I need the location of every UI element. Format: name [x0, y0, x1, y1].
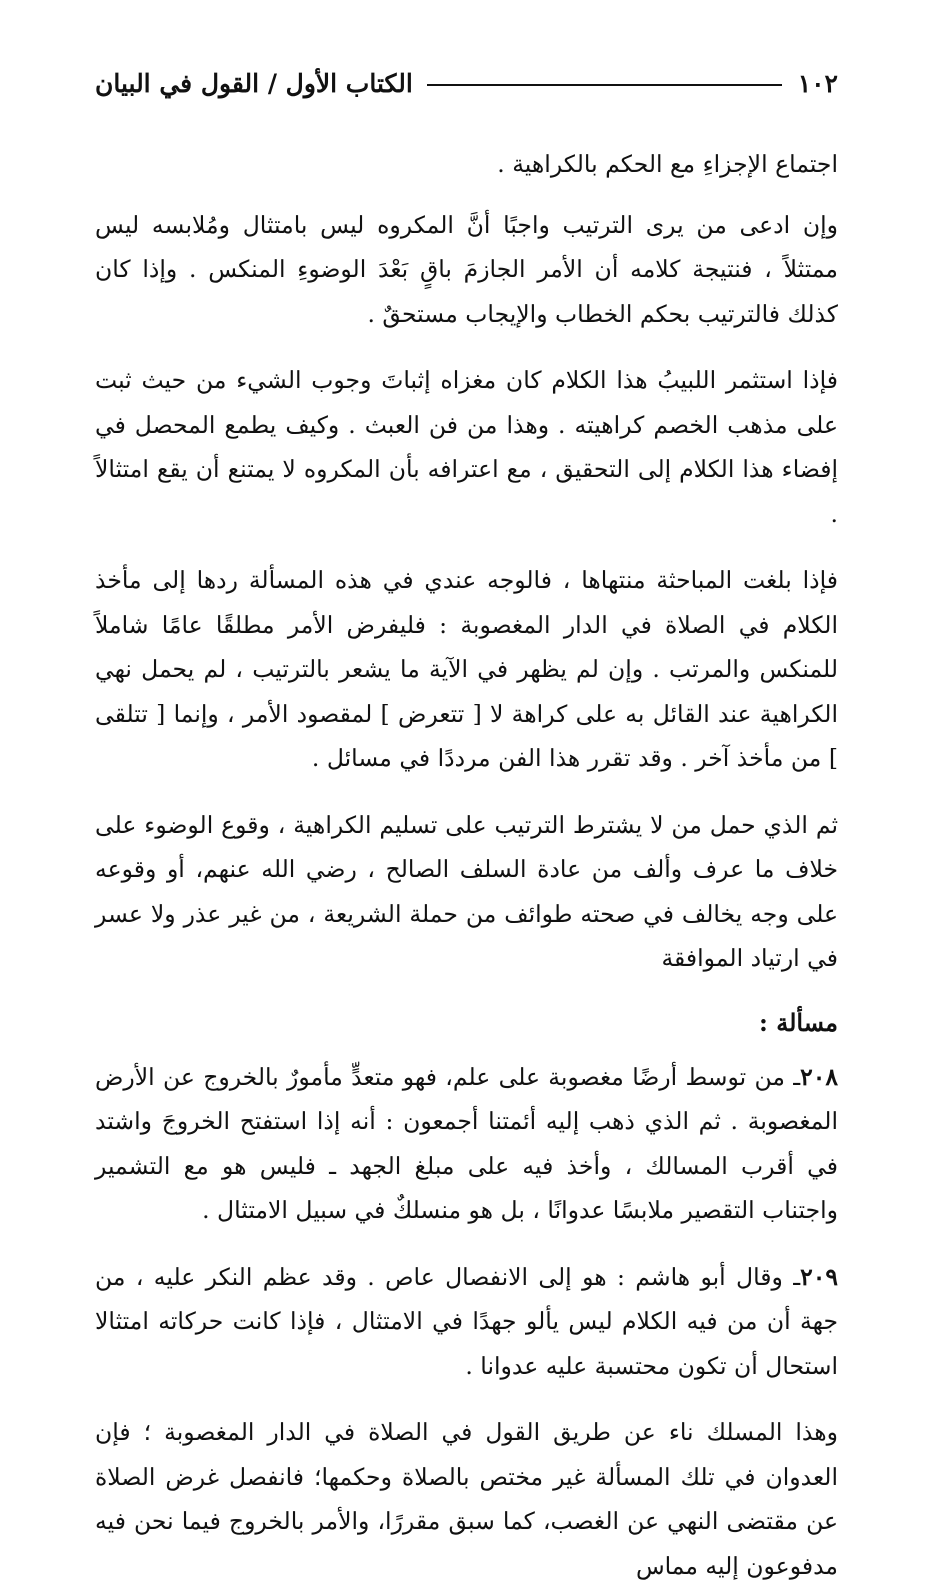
page-header — [95, 62, 838, 104]
paragraph-text: ـ وقال أبو هاشم : هو إلى الانفصال عاص . وقد عظم النكر عليه ، من جهة أن من فيه الكلام ليس يألو جهدًا في الامتثال ، فإذا كانت حركاته امتثالا استحال أن تكون محتسبة عليه عدوانا . — [95, 1262, 838, 1380]
paragraph-number: ٢٠٨ — [800, 1062, 838, 1091]
page-number: ١٠٢ — [797, 68, 838, 98]
numbered-paragraph — [95, 1255, 838, 1389]
paragraph: وإن ادعى من يرى الترتيب واجبًا أنَّ المكروه ليس بامتثال ومُلابسه ليس ممتثلاً ، فنتيجة كلامه أن الأمر الجازمَ باقٍ بَعْدَ الوضوءِ المنكس . وإذا كان كذلك فالترتيب بحكم الخطاب والإيجاب مستحقٌ . — [95, 210, 838, 328]
paragraph: اجتماع الإجزاءِ مع الحكم بالكراهية . — [497, 150, 838, 178]
paragraph: فإذا استثمر اللبيبُ هذا الكلام كان مغزاه إثباتَ وجوب الشيء من حيث ثبت على مذهب الخصم كراهيته . وهذا من فن العبث . وكيف يطمع المحصل في إفضاء هذا الكلام إلى التحقيق ، مع اعترافه بأن المكروه لا يمتنع أن يقع امتثالاً . — [95, 366, 838, 528]
paragraph: فإذا بلغت المباحثة منتهاها ، فالوجه عندي في هذه المسألة ردها إلى مأخذ الكلام في الصلاة في الدار المغصوبة : فليفرض الأمر مطلقًا عامًا شاملاً للمنكس والمرتب . وإن لم يظهر في الآية ما يشعر بالترتيب ، لم يحمل نهي الكراهية عند القائل به على كراهة لا [ تتعرض ] لمقصود الأمر ، وإنما [ تتلقى ] من مأخذ آخر . وقد تقرر هذا الفن مرددًا في مسائل . — [95, 566, 838, 772]
page-body — [95, 142, 838, 1588]
paragraph-text: ـ من توسط أرضًا مغصوبة على علم، فهو متعدٍّ مأمورٌ بالخروج عن الأرض المغصوبة . ثم الذي ذهب إليه أئمتنا أجمعون : أنه إذا استفتح الخروجَ واشتد في أقرب المسالك ، وأخذ فيه على مبلغ الجهد ـ فليس هو مع التشمير واجتناب التقصير ملابسًا عدوانًا ، بل هو منسلكٌ في سبيل الامتثال . — [95, 1062, 838, 1224]
paragraph-number: ٢٠٩ — [800, 1262, 838, 1291]
section-heading: مسألة : — [759, 1007, 838, 1037]
paragraph: وهذا المسلك ناء عن طريق القول في الصلاة في الدار المغصوبة ؛ فإن العدوان في تلك المسألة غير مختص بالصلاة وحكمها؛ فانفصل غرض الصلاة عن مقتضى النهي عن الغصب، كما سبق مقررًا، والأمر بالخروج فيما نحن فيه مدفوعون إليه مماس — [95, 1418, 838, 1580]
paragraph: ثم الذي حمل من لا يشترط الترتيب على تسليم الكراهية ، وقوع الوضوء على خلاف ما عرف وألف من عادة السلف الصالح ، رضي الله عنهم، أو وقوعه على وجه يخالف في صحته طوائف من حملة الشريعة ، من غير عذر ولا عسر في ارتياد الموافقة — [95, 810, 838, 972]
header-rule — [427, 84, 782, 86]
numbered-paragraph — [95, 1055, 838, 1233]
running-title: الكتاب الأول / القول في البيان — [95, 68, 413, 98]
